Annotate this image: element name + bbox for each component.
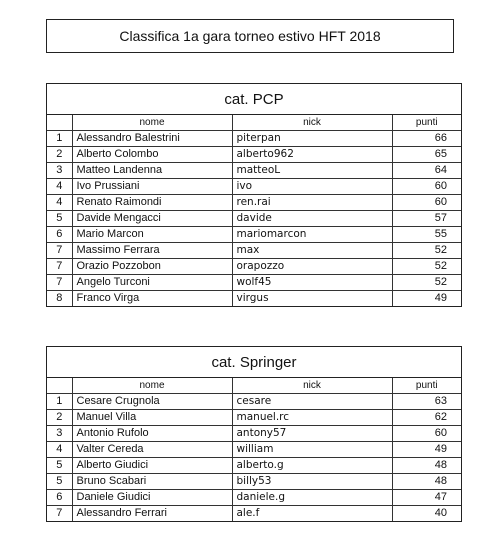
position-cell: 7 (47, 243, 72, 259)
ranking-table (47, 115, 461, 306)
position-cell: 5 (47, 211, 72, 227)
position-cell: 4 (47, 195, 72, 211)
position-cell: 5 (47, 458, 72, 474)
name-cell: Alberto Colombo (72, 147, 232, 163)
table-row (47, 195, 461, 211)
points-cell: 47 (392, 490, 461, 506)
header-points: punti (392, 378, 461, 394)
name-cell: Angelo Turconi (72, 275, 232, 291)
position-cell: 3 (47, 163, 72, 179)
table-header-row (47, 378, 461, 394)
points-cell: 60 (392, 179, 461, 195)
table-row (47, 131, 461, 147)
nick-cell: wolf45 (232, 275, 392, 291)
points-cell: 60 (392, 195, 461, 211)
name-cell: Cesare Crugnola (72, 394, 232, 410)
table-row (47, 179, 461, 195)
header-nick: nick (232, 378, 392, 394)
header-points: punti (392, 115, 461, 131)
nick-cell: piterpan (232, 131, 392, 147)
header-position (47, 115, 72, 131)
table-row (47, 275, 461, 291)
name-cell: Antonio Rufolo (72, 426, 232, 442)
points-cell: 40 (392, 506, 461, 522)
position-cell: 6 (47, 490, 72, 506)
nick-cell: antony57 (232, 426, 392, 442)
nick-cell: ivo (232, 179, 392, 195)
table-row (47, 426, 461, 442)
name-cell: Bruno Scabari (72, 474, 232, 490)
position-cell: 2 (47, 410, 72, 426)
position-cell: 1 (47, 131, 72, 147)
position-cell: 2 (47, 147, 72, 163)
name-cell: Daniele Giudici (72, 490, 232, 506)
points-cell: 63 (392, 394, 461, 410)
nick-cell: alberto962 (232, 147, 392, 163)
nick-cell: daniele.g (232, 490, 392, 506)
name-cell: Alessandro Ferrari (72, 506, 232, 522)
table-row (47, 506, 461, 522)
position-cell: 7 (47, 506, 72, 522)
table-header-row (47, 115, 461, 131)
header-position (47, 378, 72, 394)
points-cell: 52 (392, 243, 461, 259)
table-row (47, 163, 461, 179)
name-cell: Alberto Giudici (72, 458, 232, 474)
points-cell: 49 (392, 291, 461, 307)
table-row (47, 259, 461, 275)
page-title: Classifica 1a gara torneo estivo HFT 2018 (46, 19, 454, 53)
nick-cell: matteoL (232, 163, 392, 179)
table-row (47, 490, 461, 506)
name-cell: Orazio Pozzobon (72, 259, 232, 275)
points-cell: 52 (392, 275, 461, 291)
nick-cell: orapozzo (232, 259, 392, 275)
position-cell: 4 (47, 442, 72, 458)
points-cell: 48 (392, 474, 461, 490)
points-cell: 52 (392, 259, 461, 275)
position-cell: 5 (47, 474, 72, 490)
name-cell: Ivo Prussiani (72, 179, 232, 195)
table-row (47, 458, 461, 474)
points-cell: 66 (392, 131, 461, 147)
position-cell: 7 (47, 259, 72, 275)
name-cell: Mario Marcon (72, 227, 232, 243)
header-nick: nick (232, 115, 392, 131)
name-cell: Franco Virga (72, 291, 232, 307)
points-cell: 48 (392, 458, 461, 474)
nick-cell: manuel.rc (232, 410, 392, 426)
table-row (47, 227, 461, 243)
nick-cell: william (232, 442, 392, 458)
name-cell: Massimo Ferrara (72, 243, 232, 259)
table-row (47, 147, 461, 163)
position-cell: 1 (47, 394, 72, 410)
position-cell: 7 (47, 275, 72, 291)
nick-cell: ren.rai (232, 195, 392, 211)
name-cell: Valter Cereda (72, 442, 232, 458)
nick-cell: davide (232, 211, 392, 227)
points-cell: 64 (392, 163, 461, 179)
nick-cell: mariomarcon (232, 227, 392, 243)
position-cell: 6 (47, 227, 72, 243)
position-cell: 8 (47, 291, 72, 307)
nick-cell: billy53 (232, 474, 392, 490)
table-row (47, 410, 461, 426)
nick-cell: alberto.g (232, 458, 392, 474)
category-title: cat. PCP (47, 84, 461, 115)
nick-cell: ale.f (232, 506, 392, 522)
points-cell: 65 (392, 147, 461, 163)
category-title: cat. Springer (47, 347, 461, 378)
ranking-table (47, 378, 461, 521)
table-row (47, 442, 461, 458)
category-pcp (46, 83, 462, 307)
position-cell: 3 (47, 426, 72, 442)
nick-cell: cesare (232, 394, 392, 410)
position-cell: 4 (47, 179, 72, 195)
name-cell: Davide Mengacci (72, 211, 232, 227)
points-cell: 62 (392, 410, 461, 426)
name-cell: Renato Raimondi (72, 195, 232, 211)
points-cell: 49 (392, 442, 461, 458)
points-cell: 57 (392, 211, 461, 227)
name-cell: Alessandro Balestrini (72, 131, 232, 147)
points-cell: 55 (392, 227, 461, 243)
nick-cell: max (232, 243, 392, 259)
name-cell: Matteo Landenna (72, 163, 232, 179)
table-row (47, 291, 461, 307)
table-row (47, 394, 461, 410)
table-row (47, 474, 461, 490)
nick-cell: virgus (232, 291, 392, 307)
category-springer (46, 346, 462, 522)
table-row (47, 243, 461, 259)
header-name: nome (72, 378, 232, 394)
header-name: nome (72, 115, 232, 131)
table-row (47, 211, 461, 227)
name-cell: Manuel Villa (72, 410, 232, 426)
points-cell: 60 (392, 426, 461, 442)
